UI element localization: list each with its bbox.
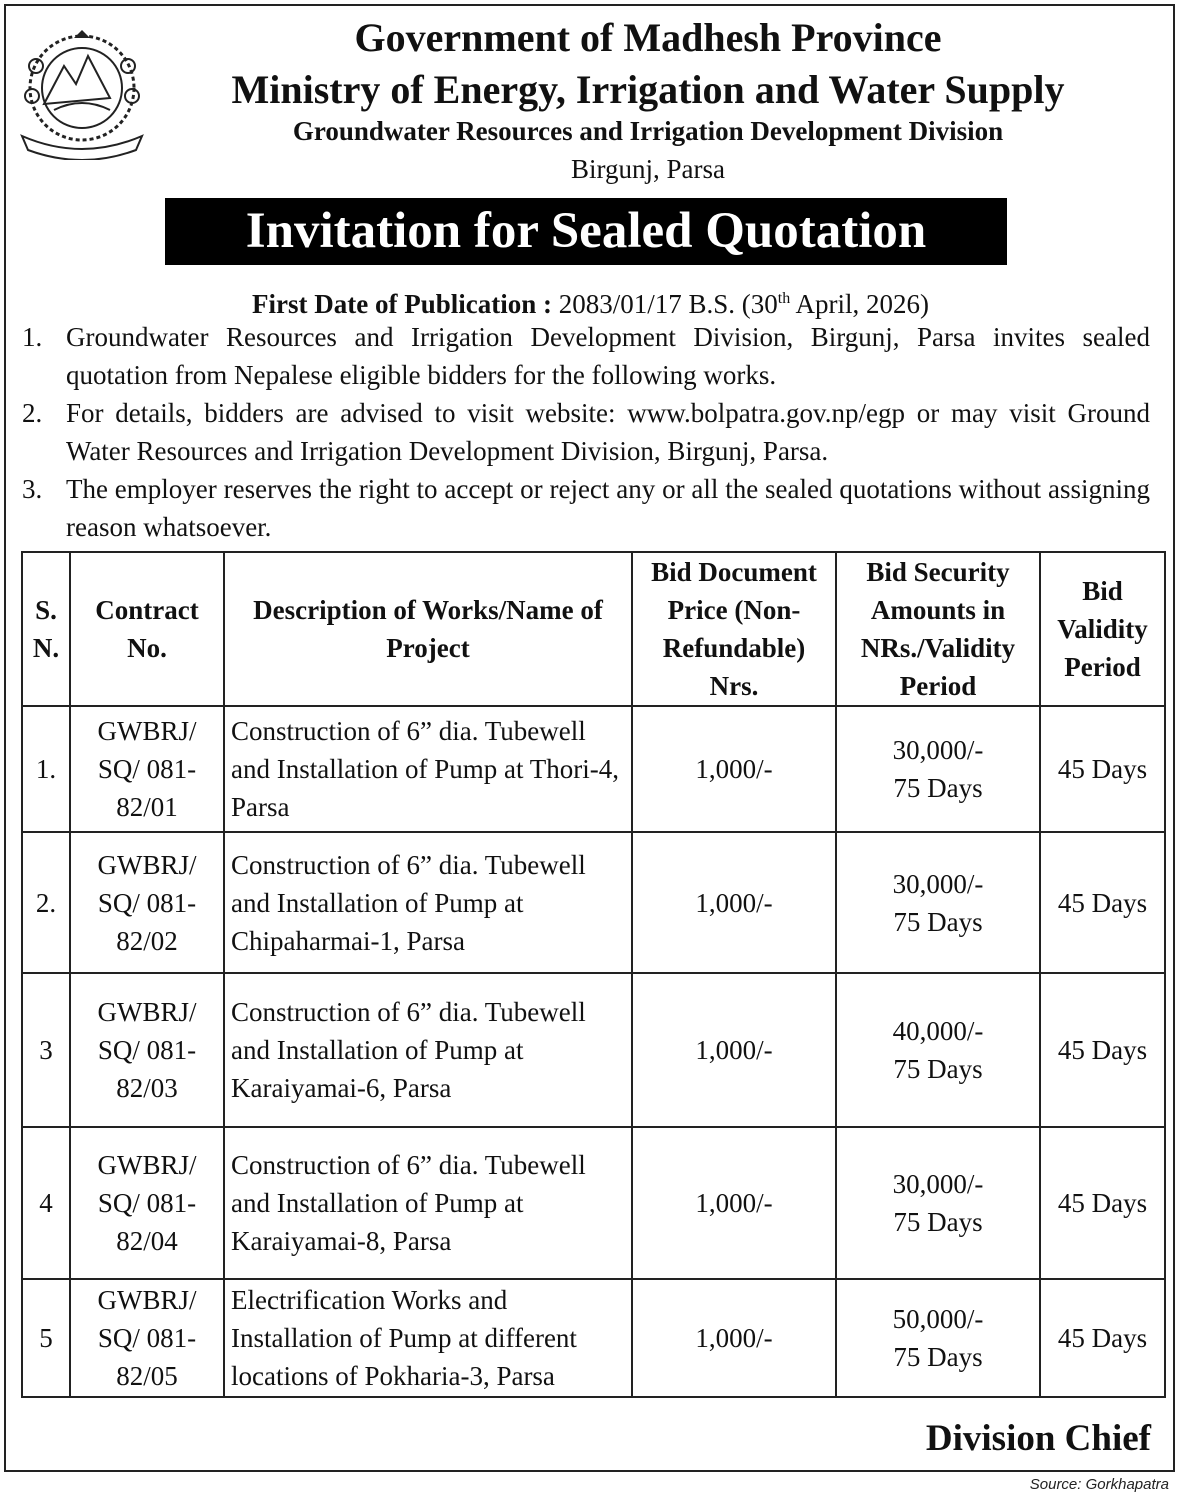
cell-description: Electrification Works and Installation of Pump at different locations of Pokharia-3, Parsa [224, 1279, 632, 1397]
cell-security [836, 832, 1040, 973]
header-sn: S. N. [22, 552, 70, 706]
security-period: 75 Days [893, 1207, 983, 1237]
cell-description: Construction of 6” dia. Tubewell and Installation of Pump at Karaiyamai-8, Parsa [224, 1127, 632, 1279]
cell-validity: 45 Days [1040, 832, 1165, 973]
cell-security [836, 973, 1040, 1127]
list-item [22, 394, 1150, 470]
cell-security [836, 706, 1040, 832]
security-amount: 30,000/- [892, 1169, 984, 1199]
list-item [22, 470, 1150, 546]
cell-contract: GWBRJ/ SQ/ 081-82/05 [70, 1279, 224, 1397]
cell-validity: 45 Days [1040, 973, 1165, 1127]
header-validity: Bid Validity Period [1040, 552, 1165, 706]
cell-validity: 45 Days [1040, 1279, 1165, 1397]
table-row [22, 1127, 1165, 1279]
cell-sn: 1. [22, 706, 70, 832]
division-location: Birgunj, Parsa [571, 154, 725, 184]
publication-date [0, 282, 1181, 321]
ministry-title: Ministry of Energy, Irrigation and Water Supply [231, 67, 1065, 112]
table-row [22, 1279, 1165, 1397]
cell-validity: 45 Days [1040, 706, 1165, 832]
cell-contract: GWBRJ/ SQ/ 081-82/03 [70, 973, 224, 1127]
security-amount: 40,000/- [892, 1016, 984, 1046]
table-header-row [22, 552, 1165, 706]
security-period: 75 Days [893, 773, 983, 803]
cell-contract: GWBRJ/ SQ/ 081-82/04 [70, 1127, 224, 1279]
header-contract: Contract No. [70, 552, 224, 706]
cell-sn: 3 [22, 973, 70, 1127]
cell-price: 1,000/- [632, 1127, 836, 1279]
cell-contract: GWBRJ/ SQ/ 081-82/02 [70, 832, 224, 973]
cell-description: Construction of 6” dia. Tubewell and Installation of Pump at Thori-4, Parsa [224, 706, 632, 832]
item-text: For details, bidders are advised to visit website: www.bolpatra.gov.np/egp or may visit Ground Water Resources and Irrigation Development Division, Birgunj, Parsa. [66, 398, 1150, 466]
cell-description: Construction of 6” dia. Tubewell and Installation of Pump at Chipaharmai-1, Parsa [224, 832, 632, 973]
header-price: Bid Document Price (Non-Refundable) Nrs. [632, 552, 836, 706]
item-number: 3. [22, 474, 43, 504]
cell-description: Construction of 6” dia. Tubewell and Installation of Pump at Karaiyamai-6, Parsa [224, 973, 632, 1127]
list-item [22, 318, 1150, 394]
item-number: 1. [22, 322, 43, 352]
source-credit: Source: Gorkhapatra [1029, 1476, 1169, 1493]
cell-price: 1,000/- [632, 973, 836, 1127]
publication-sup: th [777, 290, 791, 307]
notice-banner: Invitation for Sealed Quotation [165, 198, 1007, 265]
table-row [22, 832, 1165, 973]
nepal-emblem-icon [14, 26, 150, 160]
item-text: Groundwater Resources and Irrigation Development Division, Birgunj, Parsa invites sealed quotation from Nepalese eligible bidders for the following works. [66, 322, 1150, 390]
cell-sn: 5 [22, 1279, 70, 1397]
cell-sn: 4 [22, 1127, 70, 1279]
security-amount: 30,000/- [892, 735, 984, 765]
cell-validity: 45 Days [1040, 1127, 1165, 1279]
header-security: Bid Security Amounts in NRs./Validity Period [836, 552, 1040, 706]
quotation-table [21, 551, 1166, 1398]
table-row [22, 973, 1165, 1127]
header-description: Description of Works/Name of Project [224, 552, 632, 706]
division-title: Groundwater Resources and Irrigation Development Division [292, 116, 1004, 146]
government-title: Government of Madhesh Province [354, 15, 942, 60]
table-row [22, 706, 1165, 832]
cell-price: 1,000/- [632, 832, 836, 973]
item-text: The employer reserves the right to accept or reject any or all the sealed quotations without assigning reason whatsoever. [66, 474, 1150, 542]
publication-value: 2083/01/17 B.S. (30 [551, 289, 778, 319]
signature-title: Division Chief [925, 1418, 1151, 1459]
cell-contract: GWBRJ/ SQ/ 081-82/01 [70, 706, 224, 832]
security-period: 75 Days [893, 1342, 983, 1372]
publication-tail: April, 2026) [790, 289, 929, 319]
cell-price: 1,000/- [632, 706, 836, 832]
security-amount: 50,000/- [892, 1304, 984, 1334]
cell-price: 1,000/- [632, 1279, 836, 1397]
item-number: 2. [22, 398, 43, 428]
notice-items [22, 318, 1150, 546]
cell-security [836, 1127, 1040, 1279]
security-period: 75 Days [893, 906, 983, 937]
cell-sn: 2. [22, 832, 70, 973]
cell-security [836, 1279, 1040, 1397]
security-period: 75 Days [893, 1054, 983, 1084]
security-amount: 30,000/- [892, 868, 984, 899]
publication-label: First Date of Publication : [252, 289, 552, 319]
